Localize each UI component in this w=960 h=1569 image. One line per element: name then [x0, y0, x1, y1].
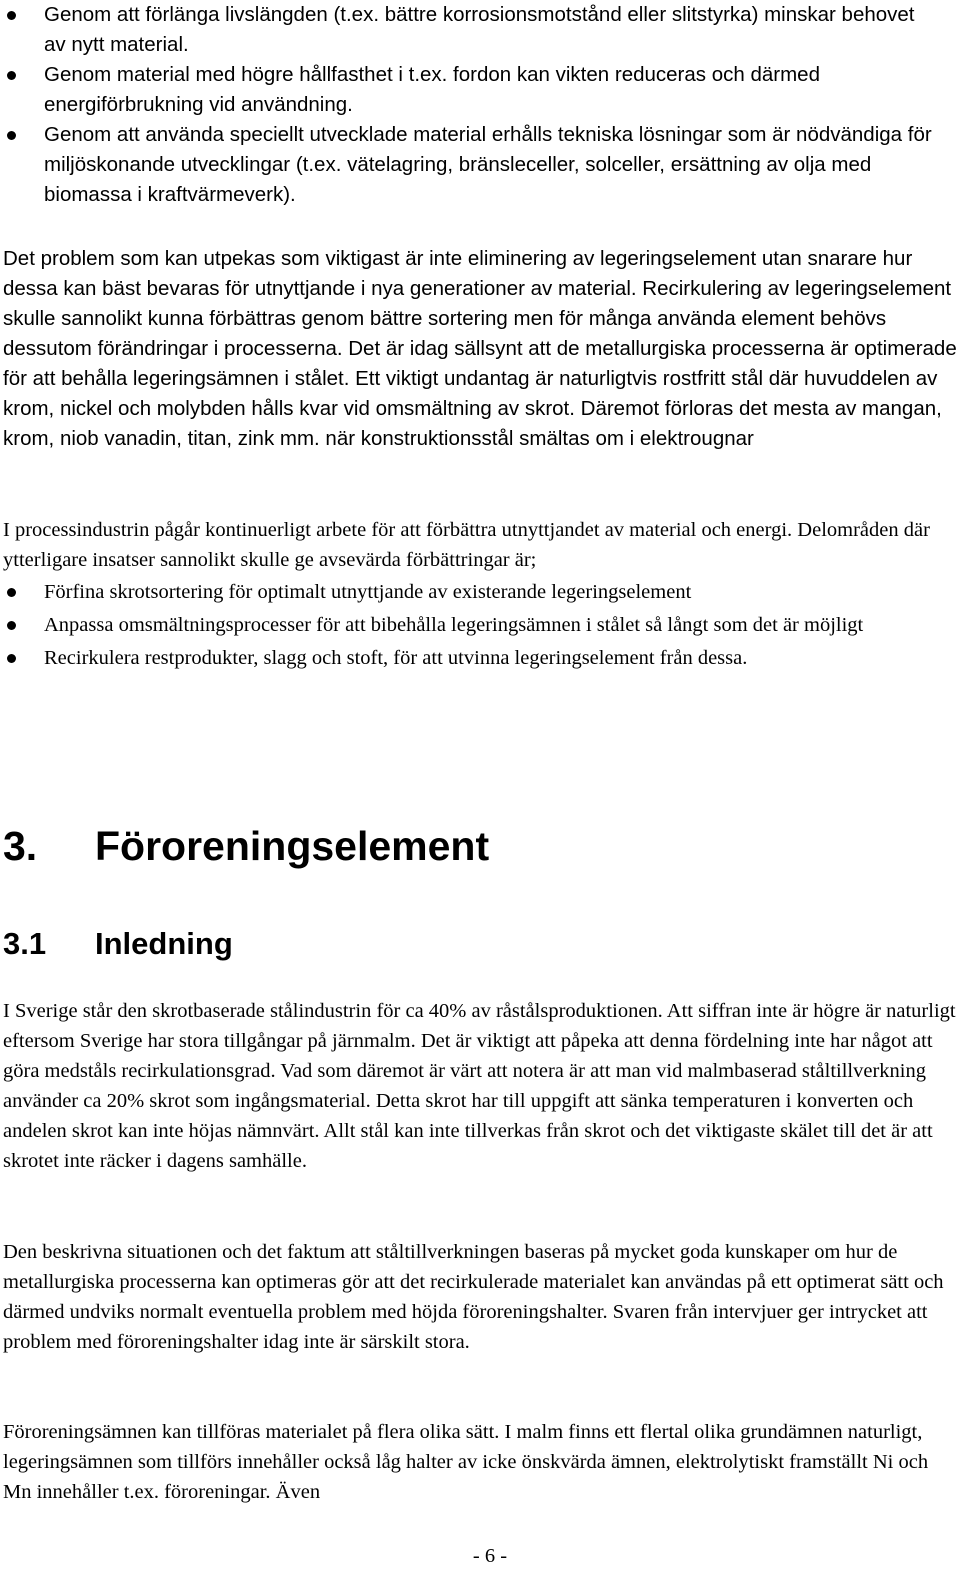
section-number: 3. — [3, 823, 38, 869]
bullet-icon — [7, 71, 16, 80]
list-item-text: Genom att förlänga livslängden (t.ex. bättre korrosionsmotstånd eller slitstyrka) minskar behovet av nytt material. — [44, 3, 915, 56]
paragraph-legeringselement: Det problem som kan utpekas som viktigast är inte eliminering av legeringselement utan snarare hur dessa kan bäst bevaras för utnyttjande i nya generationer av material. Recirkulering av legeringselement skulle sannolikt kunna förbättras genom bättre sortering men för många använda element behövs dessutom förändringar i processerna. Det är idag sällsynt att de metallurgiska processerna är optimerade för att behålla legeringsämnen i stålet. Ett viktigt undantag är naturligtvis rostfritt stål där huvuddelen av krom, nickel och molybden hålls kvar vid omsmältning av skrot. Däremot förloras det mesta av mangan, krom, niob vanadin, titan, zink mm. när konstruktionsstål smältas om i elektrougnar — [3, 247, 957, 450]
list-item-text: Genom att använda speciellt utvecklade material erhålls tekniska lösningar som är nödvändiga för miljöskonande utvecklingar (t.ex. vätelagring, bränsleceller, solceller, ersättning av olja med biomassa i kraftvärmeverk). — [44, 123, 932, 206]
list-item — [3, 0, 960, 60]
subsection-heading — [3, 922, 233, 966]
bullet-icon — [7, 11, 16, 20]
bullet-icon — [7, 621, 16, 630]
page-number: - 6 - — [472, 1545, 508, 1567]
section-title: Föroreningselement — [95, 823, 490, 869]
bullet-icon — [7, 654, 16, 663]
list-item-text: Förfina skrotsortering för optimalt utnyttjande av existerande legeringselement — [44, 581, 692, 603]
list-item-text: Recirkulera restprodukter, slagg och stoft, för att utvinna legeringselement från dessa. — [44, 647, 748, 669]
paragraph-fororeningsamnen: Föroreningsämnen kan tillföras materialet på flera olika sätt. I malm finns ett flertal olika grundämnen naturligt, legeringsämnen som tillförs innehåller också låg halter av icke önskvärda ämnen, elektrolytiskt framställt Ni och Mn innehåller t.ex. föroreningar. Även — [3, 1421, 929, 1503]
section-heading — [3, 818, 489, 874]
paragraph-sverige: I Sverige står den skrotbaserade stålindustrin för ca 40% av råstålsproduktionen. Att siffran inte är högre är naturligt eftersom Sverige har stora tillgångar på järnmalm. Det är viktigt att påpeka att denna fördelning inte har något att göra medståls recirkulationsgrad. Vad som däremot är värt att notera är att man vid malmbaserad ståltillverkning använder ca 20% skrot som ingångsmaterial. Detta skrot har till uppgift att sänka temperaturen i konverten och andelen skrot kan inte höjas nämnvärt. Allt stål kan inte tillverkas från skrot och det viktigaste skälet till det är att skrotet inte räcker i dagens samhälle. — [3, 1000, 956, 1172]
paragraph-situationen: Den beskrivna situationen och det faktum att ståltillverkningen baseras på mycket goda kunskaper om hur de metallurgiska processerna kan optimeras gör att det recirkulerade materialet kan användas på ett optimerat sätt och därmed undviks normalt eventuella problem med höjda föroreningshalter. Svaren från intervjuer ger intrycket att problem med föroreningshalter idag inte är särskilt stora. — [3, 1241, 944, 1353]
list-item — [3, 610, 960, 640]
list-item-text: Anpassa omsmältningsprocesser för att bibehålla legeringsämnen i stålet så långt som det är möjligt — [44, 614, 864, 636]
subsection-number: 3.1 — [3, 926, 47, 961]
bullet-icon — [7, 131, 16, 140]
list-item — [3, 120, 960, 210]
intro-bullet-list — [3, 0, 960, 210]
paragraph-processindustrin: I processindustrin pågår kontinuerligt arbete för att förbättra utnyttjandet av material och energi. Delområden där ytterligare insatser sannolikt skulle ge avsevärda förbättringar är; — [3, 519, 930, 571]
list-item — [3, 643, 960, 673]
list-item-text: Genom material med högre hållfasthet i t.ex. fordon kan vikten reduceras och därmed energiförbrukning vid användning. — [44, 63, 820, 116]
bullet-icon — [7, 588, 16, 597]
list-item — [3, 577, 960, 607]
subsection-title: Inledning — [95, 926, 233, 961]
list-item — [3, 60, 960, 120]
improvement-bullet-list — [3, 577, 960, 673]
